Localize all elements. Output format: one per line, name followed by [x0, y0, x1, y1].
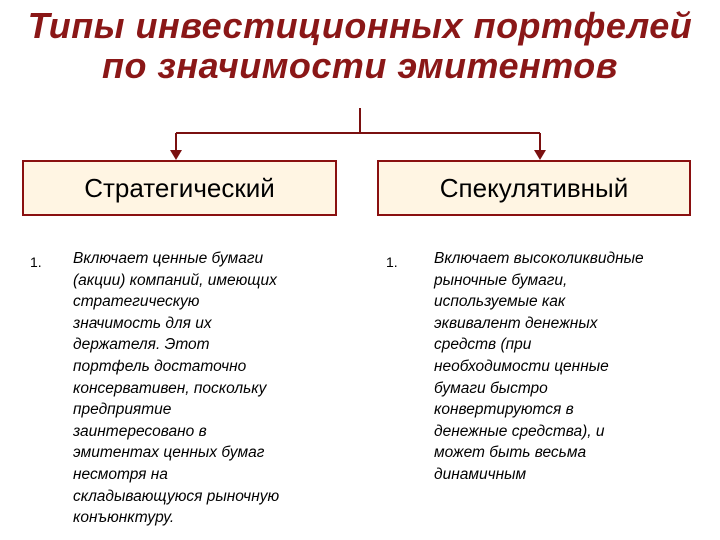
speculative-description-line: эквивалент денежных	[434, 314, 598, 332]
arrowhead-left	[170, 150, 182, 160]
speculative-description	[434, 248, 704, 486]
strategic-heading: Стратегический	[84, 172, 275, 203]
speculative-description-line: средств (при	[434, 336, 532, 354]
strategic-description-line: складывающуюся рыночную	[73, 487, 280, 505]
strategic-description	[73, 248, 335, 529]
speculative-item-number: 1.	[386, 254, 398, 270]
speculative-description-line: может быть весьма	[434, 444, 587, 462]
speculative-description-line: рыночные бумаги,	[434, 271, 568, 289]
strategic-description-line: держателя. Этот	[73, 336, 210, 354]
speculative-description-line: Включает высоколиквидные	[434, 250, 644, 267]
strategic-description-line: несмотря на	[73, 465, 168, 483]
strategic-description-line: предприятие	[73, 401, 172, 419]
slide-title-line-1: Типы инвестиционных портфелей	[27, 5, 693, 46]
strategic-box	[22, 160, 337, 216]
speculative-description-line: динамичным	[434, 465, 527, 483]
strategic-description-line: (акции) компаний, имеющих	[73, 271, 277, 289]
speculative-box	[377, 160, 691, 216]
arrowhead-right	[534, 150, 546, 160]
strategic-description-line: значимость для их	[73, 314, 212, 332]
strategic-description-line: заинтересовано в	[73, 422, 207, 440]
speculative-description-line: используемые как	[434, 293, 566, 311]
speculative-description-line: денежные средства), и	[434, 422, 605, 440]
strategic-description-line: консервативен, поскольку	[73, 379, 267, 397]
strategic-description-line: эмитентах ценных бумаг	[73, 444, 265, 462]
speculative-description-line: необходимости ценные	[434, 357, 609, 375]
slide-title-line-2: по значимости эмитентов	[101, 45, 619, 86]
speculative-description-line: конвертируются в	[434, 401, 574, 419]
strategic-description-line: стратегическую	[73, 293, 200, 311]
speculative-heading: Спекулятивный	[439, 172, 629, 203]
strategic-description-line: портфель достаточно	[73, 357, 247, 375]
strategic-item-number: 1.	[30, 254, 42, 270]
strategic-description-line: Включает ценные бумаги	[73, 250, 264, 267]
speculative-description-line: бумаги быстро	[434, 379, 548, 397]
strategic-description-line: конъюнктуру.	[73, 509, 175, 527]
